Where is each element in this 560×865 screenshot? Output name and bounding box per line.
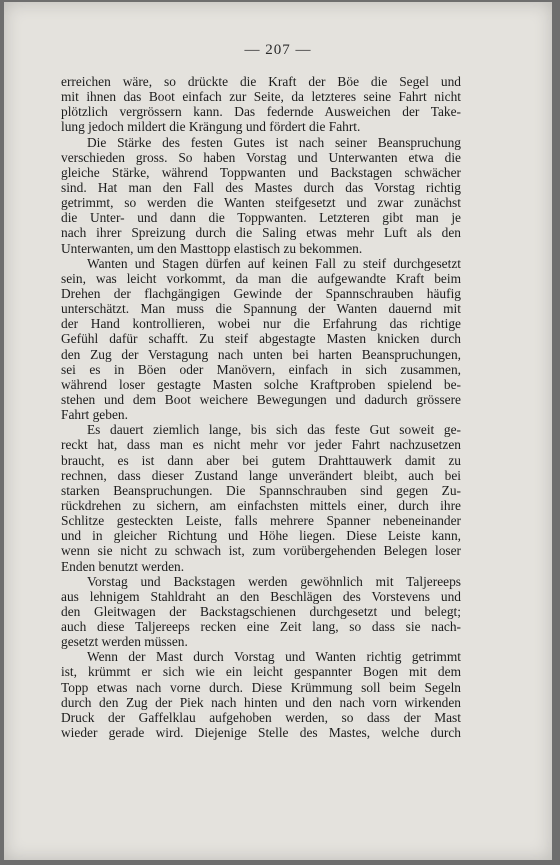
body-text bbox=[61, 74, 461, 740]
paragraph bbox=[61, 422, 461, 573]
text-line: gesetzt werden müssen. bbox=[61, 634, 188, 650]
text-line: den Zug der Verstagung nach unten bei harten Beanspruchungen, bbox=[61, 346, 461, 362]
text-line: rechnen, dass dieser Zustand lange unverändert bleibt, auch bei bbox=[61, 467, 461, 483]
text-line: lung jedoch mildert die Krängung und fördert die Fahrt. bbox=[61, 119, 361, 135]
text-line: Drehen der flachgängigen Gewinde der Spannschrauben häufig bbox=[61, 285, 461, 301]
text-line: starken Beanspruchungen. Die Spannschrauben sind gegen Zu- bbox=[61, 482, 461, 498]
text-line: getrimmt, so werden die Wanten steifgesetzt und zwar zunächst bbox=[61, 195, 461, 211]
text-line: Wanten und Stagen dürfen auf keinen Fall zu steif durchgesetzt bbox=[87, 255, 461, 271]
text-line: sind. Hat man den Fall des Mastes durch das Vorstag richtig bbox=[61, 179, 461, 195]
text-line: auch diese Taljereeps recken eine Zeit lang, so dass sie nach- bbox=[61, 619, 461, 635]
paragraph bbox=[61, 256, 461, 423]
text-line: Vorstag und Backstagen werden gewöhnlich mit Taljereeps bbox=[87, 573, 461, 589]
text-line: aus lehnigem Stahldraht an den Beschlägen des Vorstevens und bbox=[61, 588, 461, 604]
text-line: Topp etwas nach vorne durch. Diese Krümmung soll beim Segeln bbox=[61, 679, 461, 695]
text-line: Fahrt geben. bbox=[61, 407, 128, 423]
paragraph bbox=[61, 649, 461, 740]
text-line: Unterwanten, um den Masttopp elastisch zu bekommen. bbox=[61, 240, 363, 256]
text-line: braucht, es ist dann aber bei gutem Drahttauwerk damit zu bbox=[61, 452, 461, 468]
text-line: die Unter- und dann die Toppwanten. Letzteren gibt man je bbox=[61, 210, 461, 226]
text-line: Schlitze gesteckten Leiste, falls mehrere Spanner nebeneinander bbox=[61, 513, 461, 529]
text-line: plötzlich vergrössern kann. Das federnde Ausweichen der Take- bbox=[61, 104, 461, 120]
text-line: wieder gerade wird. Diejenige Stelle des Mastes, welche durch bbox=[61, 725, 461, 741]
text-line: sei es in Böen oder Manövern, einfach in sich zusammen, bbox=[61, 361, 461, 377]
text-line: ist, krümmt er sich wie ein leicht gespannter Bogen mit dem bbox=[61, 664, 461, 680]
text-line: Druck der Gaffelklau aufgehoben werden, so dass der Mast bbox=[61, 709, 461, 725]
text-line: verschieden gross. So haben Vorstag und Unterwanten etwa die bbox=[61, 149, 461, 165]
paragraph bbox=[61, 135, 461, 256]
text-line: Wenn der Mast durch Vorstag und Wanten richtig getrimmt bbox=[87, 649, 461, 665]
text-line: unterschätzt. Man muss die Spannung der Wanten dauernd mit bbox=[61, 301, 461, 317]
text-line: stehen und dem Boot weichere Bewegungen und dadurch grössere bbox=[61, 391, 461, 407]
text-line: reckt hat, dass man es nicht mehr vor jeder Fahrt nachzusetzen bbox=[61, 437, 461, 453]
text-line: nach ihrer Spreizung durch die Saling etwas mehr Luft als den bbox=[61, 225, 461, 241]
text-line: erreichen wäre, so drückte die Kraft der Böe die Segel und bbox=[61, 74, 461, 89]
text-line: und in gleicher Richtung und Höhe liegen. Diese Leiste kann, bbox=[61, 528, 461, 544]
text-line: Die Stärke des festen Gutes ist nach seiner Beanspruchung bbox=[87, 134, 461, 150]
text-line: Enden benutzt werden. bbox=[61, 558, 185, 574]
text-line: wenn sie nicht zu schwach ist, zum vorübergehenden Belegen loser bbox=[61, 543, 461, 559]
text-line: der Hand kontrollieren, wobei nur die Erfahrung das richtige bbox=[61, 316, 461, 332]
text-line: Gefühl dafür schafft. Zu steif abgestagte Masten knicken durch bbox=[61, 331, 461, 347]
text-line: Es dauert ziemlich lange, bis sich das feste Gut soweit ge- bbox=[87, 422, 461, 438]
book-page bbox=[4, 2, 552, 860]
text-line: durch den Zug der Piek nach hinten und den nach vorn wirkenden bbox=[61, 694, 461, 710]
text-line: mit ihnen das Boot einfach zur Seite, da letzteres seine Fahrt nicht bbox=[61, 89, 461, 105]
text-line: sein, was leicht vorkommt, da man die aufgewandte Kraft beim bbox=[61, 270, 461, 286]
paragraph bbox=[61, 74, 461, 135]
text-line: während loser gestagte Masten solche Kraftproben spielend be- bbox=[61, 376, 461, 392]
text-line: gleiche Stärke, während Toppwanten und Backstagen schwächer bbox=[61, 164, 461, 180]
text-line: den Gleitwagen der Backstagschienen durchgesetzt und belegt; bbox=[61, 603, 461, 619]
text-line: rückdrehen zu sichern, am einfachsten mittels einer, durch ihre bbox=[61, 497, 461, 513]
paragraph bbox=[61, 574, 461, 650]
page-number: — 207 — bbox=[244, 42, 312, 58]
